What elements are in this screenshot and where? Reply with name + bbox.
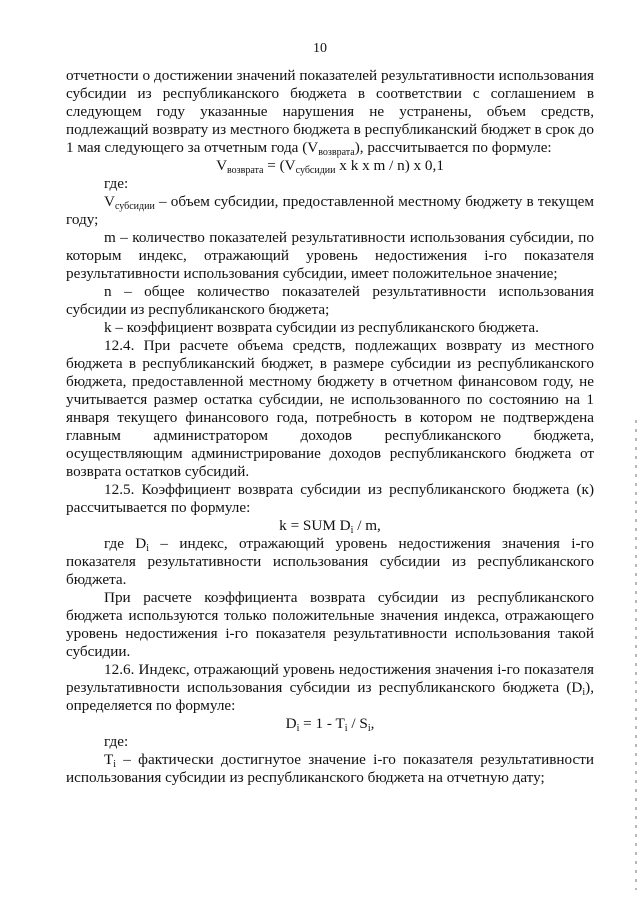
- formula-subscript: i: [344, 723, 348, 734]
- formula-part: / m,: [353, 517, 381, 534]
- formula-part: ,: [370, 715, 375, 732]
- definition-text: – индекс, отражающий уровень недостижения значения i-го показателя результативности использования субсидии из республиканского бюджета.: [66, 535, 594, 588]
- formula-subscript: i: [350, 525, 354, 536]
- formula-part: / S: [347, 715, 368, 732]
- paragraph-text-end: ), рассчитывается по формуле:: [354, 139, 552, 156]
- page-number: 10: [313, 41, 327, 56]
- formula-subscript: возврата: [227, 165, 264, 176]
- formula-part: x k x m / n) x 0,1: [335, 157, 444, 174]
- formula-di: [66, 715, 594, 733]
- definition-subscript: субсидии: [114, 201, 155, 212]
- paragraph-12-5: 12.5. Коэффициент возврата субсидии из республиканского бюджета (к) рассчитывается по формуле:: [66, 481, 594, 516]
- formula-part: k = SUM D: [279, 517, 351, 534]
- document-body: [66, 67, 594, 787]
- paragraph-12-4: 12.4. При расчете объема средств, подлежащих возврату из местного бюджета в республиканский бюджет, в размере субсидии из республиканского бюджета, предоставленной местному бюджету в отчетном финансовом году, не учитывается размер остатка субсидии, не использованного по состоянию на 1 января текущего финансового года, потребность в котором не подтверждена главным администратором доходов республиканского бюджета, осуществляющим администрирование доходов республиканского бюджета от возврата остатков субсидий.: [66, 337, 594, 480]
- paragraph-calculation-note: При расчете коэффициента возврата субсидии из республиканского бюджета используются только положительные значения индекса, отражающего уровень недостижения i-го показателя результативности использования такой субсидии.: [66, 589, 594, 660]
- definition-k: k – коэффициент возврата субсидии из республиканского бюджета.: [104, 319, 539, 336]
- definition-text: – фактически достигнутое значение i-го показателя результативности использования субсидии из республиканского бюджета на отчетную дату;: [66, 751, 594, 786]
- paragraph-text-end: ), определяется по формуле:: [66, 679, 594, 714]
- definition-text: – объем субсидии, предоставленной местному бюджету в текущем году;: [66, 193, 594, 228]
- formula-v-return: [66, 157, 594, 175]
- scan-edge-marks: [635, 420, 637, 890]
- subscript: возврата: [318, 147, 355, 158]
- formula-var: D: [285, 715, 297, 732]
- formula-subscript: субсидии: [295, 165, 336, 176]
- paragraph-text: 12.6. Индекс, отражающий уровень недостижения значения i-го показателя результативности использования субсидии из республиканского бюджета (D: [66, 661, 594, 696]
- definition-m: m – количество показателей результативности использования субсидии, по которым индекс, отражающий уровень недостижения i-го показателя результативности использования субсидии, имеет положительное значение;: [66, 229, 594, 282]
- definition-var: где D: [104, 535, 147, 552]
- definition-var: V: [104, 193, 115, 210]
- definition-ti: [66, 751, 594, 787]
- paragraph-return-volume: [66, 67, 594, 157]
- formula-subscript: i: [296, 723, 300, 734]
- definition-subscript: i: [113, 759, 117, 770]
- definition-subscript: i: [146, 543, 150, 554]
- where-label: где:: [104, 733, 129, 750]
- definition-n: n – общее количество показателей результативности использования субсидии из республиканского бюджета;: [66, 283, 594, 318]
- definition-di: [66, 535, 594, 589]
- where-label: где:: [104, 175, 129, 192]
- formula-part: = 1 - T: [299, 715, 345, 732]
- definition-v-subsidy: [66, 193, 594, 229]
- paragraph-12-6: [66, 661, 594, 715]
- formula-var: V: [216, 157, 228, 174]
- formula-k: [66, 517, 594, 535]
- definition-var: T: [104, 751, 114, 768]
- paragraph-text: отчетности о достижении значений показателей результативности использования субсидии из республиканского бюджета в соответствии с соглашением в следующем году указанные нарушения не устранены, объем средств, подлежащий возврату из местного бюджета в республиканский бюджет в срок до 1 мая следующего за отчетным года (V: [66, 67, 594, 156]
- formula-part: = (V: [263, 157, 296, 174]
- formula-subscript: i: [367, 723, 371, 734]
- subscript: i: [582, 687, 586, 698]
